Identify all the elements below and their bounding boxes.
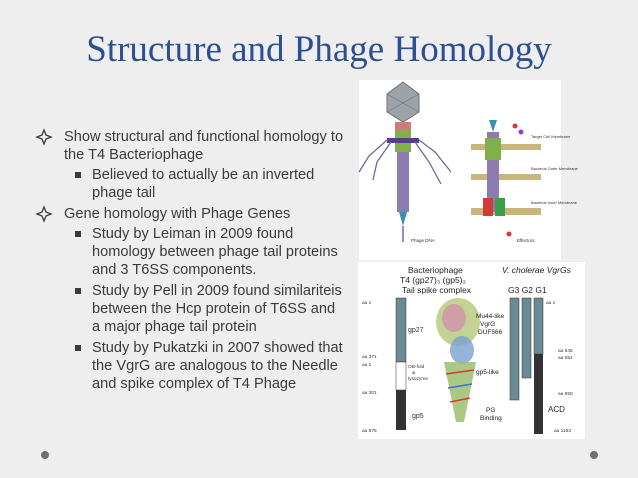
effector-dot [507,232,512,237]
structure-top-pink [442,304,466,332]
header-tail-spike: Tail spike complex [402,285,471,295]
diamond-bullet-icon [36,206,52,222]
bullet-2 [36,205,346,223]
label-aa371: aa 371 [362,355,377,360]
header-vgrgs: V. cholerae VgrGs [502,265,571,275]
phage-tube [397,152,409,212]
label-aa575: aa 575 [362,429,377,434]
slide-title: Structure and Phage Homology [86,29,552,70]
label-gp5: gp5 [412,413,424,420]
tail-fiber [415,142,441,184]
label-aa1b: aa 1 [362,363,372,368]
bullet-2-text: Gene homology with Phage Genes [64,206,291,222]
target-membrane-band [471,144,541,150]
label-mu44: Mu44-like [476,313,505,320]
effector-dot [519,130,524,135]
vgrg-homology-diagram [358,262,585,439]
label-right-aa1: aa 1 [546,301,556,306]
label-ob-fold: OB-fold [408,365,425,370]
phage-capsid [387,82,419,122]
phage-spike [399,212,407,226]
label-target-membrane: Target Cell Membrane [531,134,571,139]
structure-mid-blue [450,336,474,364]
t6ss-baseplate-red [483,198,493,216]
label-lysozyme: lysozyme [408,377,428,382]
label-gp5like: gp5-like [476,369,499,376]
outer-membrane-band [471,174,541,180]
corner-dot [41,451,49,459]
sub-bullet-1-1-text: Believed to actually be an inverted phage tail [92,167,315,201]
sub-bullet-2-3 [36,339,346,393]
bullet-1 [36,128,346,164]
bar-ob-fold [396,362,406,390]
header-bacteriophage: Bacteriophage [408,265,463,275]
header-t4: T4 (gp27)₃ (gp5)₃ [400,275,466,285]
bullet-list [36,128,346,396]
diamond-bullet-icon [36,129,52,145]
t6ss-baseplate-green [495,198,505,216]
bar-g1 [534,298,543,354]
bullet-1-text: Show structural and functional homology to the T4 Bacteriophage [64,129,344,163]
header-columns: G3 G2 G1 [508,285,547,295]
bar-gp5-hatched [396,390,406,430]
label-amp: & [412,371,416,376]
label-phage-dna: Phage DNA [411,238,435,243]
label-aa545: aa 545 [558,349,573,354]
corner-dot [590,451,598,459]
sub-bullet-2-1-text: Study by Leiman in 2009 found homology between phage tail proteins and 3 T6SS components. [92,226,338,278]
square-bullet-icon [75,231,81,237]
tail-fiber [359,140,387,172]
label-gp27: gp27 [408,327,424,334]
square-bullet-icon [75,345,81,351]
bar-g3 [510,298,519,400]
label-aa650: aa 650 [558,392,573,397]
t6ss-spike [489,120,497,132]
tail-fiber [373,142,391,180]
sub-bullet-2-1 [36,225,346,279]
sub-bullet-2-3-text: Study by Pukatzki in 2007 showed that the VgrG are analogous to the Needle and spike complex of T4 Phage [92,340,343,392]
sub-bullet-1-1 [36,166,346,202]
label-aa1163: aa 1163 [554,429,571,434]
bar-g1-acd [534,394,543,434]
inner-membrane-band [471,208,541,215]
label-effectors: Effectors [517,238,535,243]
phage-t6ss-diagram [359,80,578,260]
label-binding: Binding [480,415,502,422]
label-aa1: aa 1 [362,301,372,306]
label-inner-membrane: Bacterial Inner Membrane [531,200,578,205]
bar-g2 [522,298,531,378]
bar-g1-hatched [534,354,543,394]
square-bullet-icon [75,172,81,178]
t6ss-sheath-green [485,138,501,160]
label-outer-membrane: Bacterial Outer Membrane [531,166,578,171]
phage-collar [395,122,411,130]
sub-bullet-2-2-text: Study by Pell in 2009 found similariteis between the Hcp protein of T6SS and a major phage tail protein [92,283,342,335]
sub-bullet-2-2 [36,282,346,336]
label-pg: PG [486,407,496,414]
label-aa301: aa 301 [362,391,377,396]
label-duf: DUF566 [478,329,503,336]
square-bullet-icon [75,288,81,294]
phage-baseplate [387,138,419,143]
label-acd: ACD [548,405,565,414]
label-vgrg: VgrG [480,321,496,328]
tail-fiber [419,140,451,172]
label-aa554: aa 554 [558,356,573,361]
bar-gp27 [396,298,406,362]
effector-dot [513,124,518,129]
